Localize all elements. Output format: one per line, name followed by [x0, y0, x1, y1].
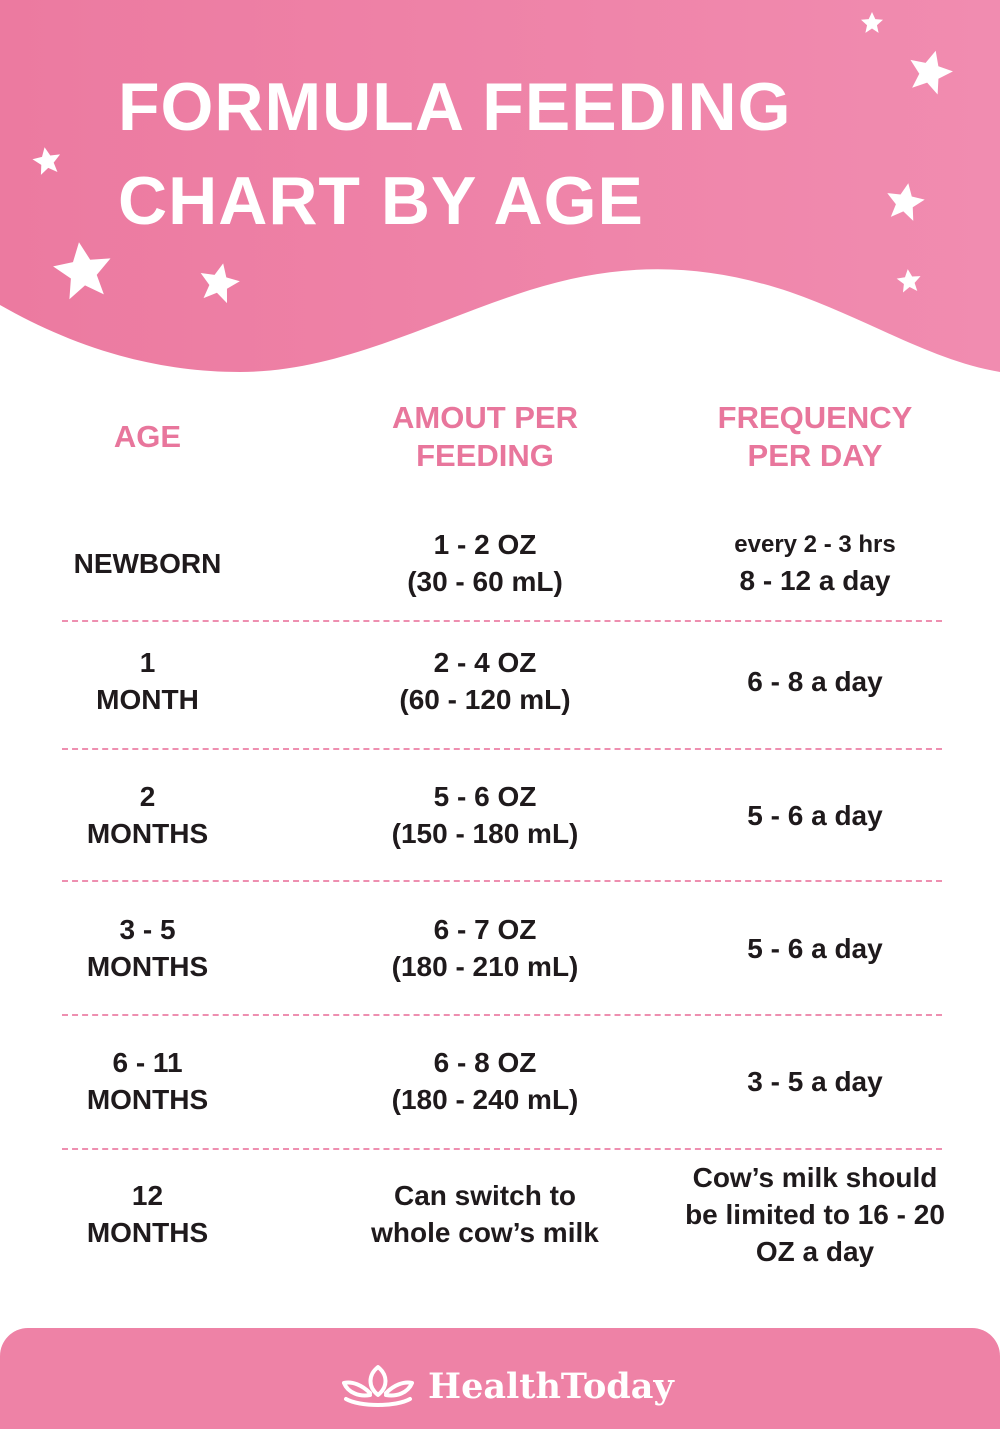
amount-oz: 6 - 8 OZ [433, 1047, 537, 1078]
frequency-value: 6 - 8 a day [747, 665, 883, 697]
row-2-months-age [20, 777, 275, 853]
row-1-month-amount [330, 643, 640, 719]
row-newborn-amount [330, 525, 640, 601]
row-divider [62, 620, 942, 622]
column-header-amount-line-1: AMOUT PER [392, 400, 578, 435]
row-3-5-months-age [20, 910, 275, 986]
frequency-value: 5 - 6 a day [747, 932, 883, 964]
age-unit: MONTH [96, 684, 199, 715]
age-number: 3 - 5 [119, 914, 176, 945]
row-1-month-age [20, 643, 275, 719]
frequency-note-line-2: be limited to 16 - 20 [685, 1198, 945, 1230]
age-number: 2 [139, 781, 156, 812]
lotus-icon [340, 1363, 416, 1409]
row-12-months-age [20, 1176, 275, 1252]
row-divider [62, 748, 942, 750]
row-divider [62, 1014, 942, 1016]
row-6-11-months-age [20, 1043, 275, 1119]
amount-oz: 5 - 6 OZ [433, 781, 537, 812]
amount-oz: 2 - 4 OZ [433, 647, 537, 678]
age-number: 1 [139, 647, 156, 678]
column-header-amount-line-2: FEEDING [416, 438, 554, 473]
amount-note-line-1: Can switch to [393, 1180, 576, 1211]
row-divider [62, 880, 942, 882]
age-unit: MONTHS [86, 818, 209, 849]
frequency-note-line-1: Cow’s milk should [692, 1161, 938, 1193]
page-title [118, 60, 792, 248]
amount-oz: 1 - 2 OZ [433, 529, 537, 560]
age-label: NEWBORN [73, 547, 222, 579]
amount-ml: (150 - 180 mL) [391, 818, 579, 849]
title-line-1: FORMULA FEEDING [118, 69, 792, 145]
amount-note-line-2: whole cow’s milk [371, 1217, 599, 1248]
row-3-5-months-frequency [660, 910, 970, 986]
frequency-note-line-3: OZ a day [755, 1235, 875, 1267]
column-header-frequency [660, 399, 970, 475]
column-header-age [20, 418, 275, 456]
amount-ml: (180 - 210 mL) [391, 951, 579, 982]
age-number: 6 - 11 [112, 1047, 183, 1078]
age-number: 12 [131, 1180, 164, 1211]
title-line-2: CHART BY AGE [118, 163, 644, 239]
frequency-value: 5 - 6 a day [747, 799, 883, 831]
brand-logo [340, 1360, 674, 1412]
frequency-value: 3 - 5 a day [747, 1065, 883, 1097]
row-divider [62, 1148, 942, 1150]
row-3-5-months-amount [330, 910, 640, 986]
age-unit: MONTHS [86, 1217, 209, 1248]
row-2-months-amount [330, 777, 640, 853]
frequency-interval: every 2 - 3 hrs [734, 530, 896, 558]
row-6-11-months-amount [330, 1043, 640, 1119]
frequency-value: 8 - 12 a day [739, 564, 891, 596]
row-12-months-frequency [660, 1158, 970, 1270]
amount-ml: (60 - 120 mL) [399, 684, 571, 715]
row-1-month-frequency [660, 643, 970, 719]
row-2-months-frequency [660, 777, 970, 853]
row-12-months-amount [330, 1176, 640, 1252]
column-header-frequency-line-2: PER DAY [747, 438, 883, 473]
column-header-age-label: AGE [113, 419, 182, 454]
amount-ml: (30 - 60 mL) [407, 566, 563, 597]
amount-oz: 6 - 7 OZ [433, 914, 537, 945]
column-header-amount [330, 399, 640, 475]
row-6-11-months-frequency [660, 1043, 970, 1119]
header-banner [0, 0, 1000, 380]
column-header-frequency-line-1: FREQUENCY [717, 400, 913, 435]
age-unit: MONTHS [86, 1084, 209, 1115]
brand-name: HealthToday [428, 1365, 674, 1407]
row-newborn-age [20, 525, 275, 601]
row-newborn-frequency [660, 525, 970, 601]
amount-ml: (180 - 240 mL) [391, 1084, 579, 1115]
age-unit: MONTHS [86, 951, 209, 982]
